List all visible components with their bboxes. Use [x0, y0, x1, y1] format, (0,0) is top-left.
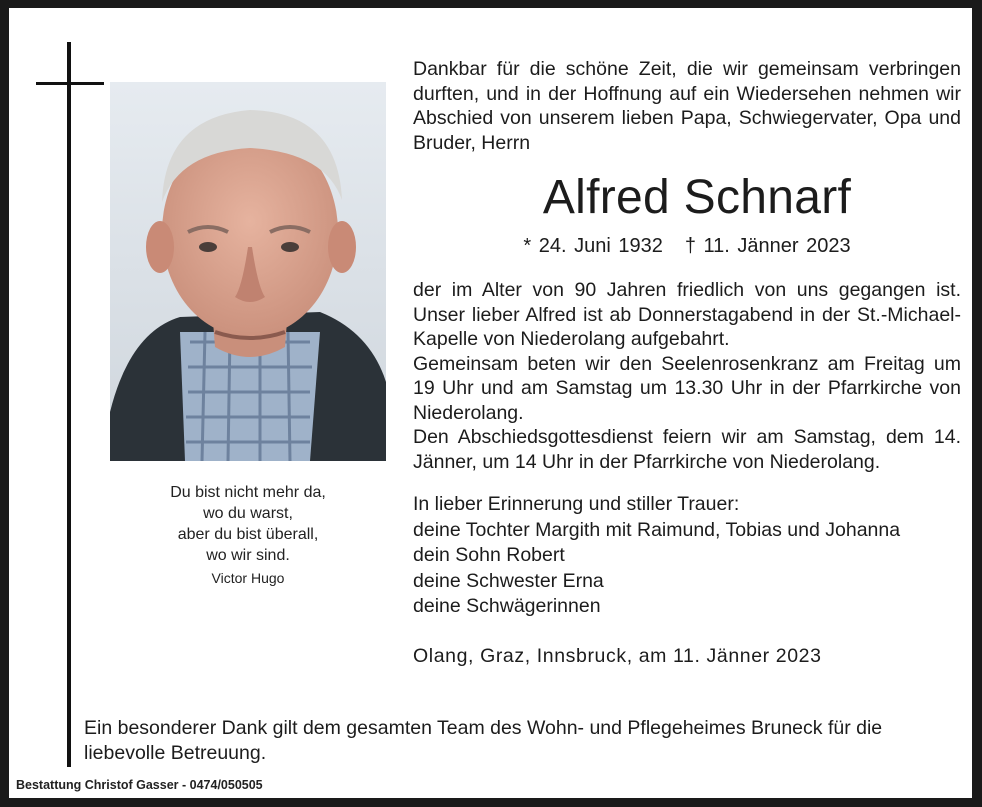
body-paragraph: der im Alter von 90 Jahren friedlich von uns gegangen ist. Unser lieber Alfred ist ab Donnerstagabend in der St.-Michael-Kapelle von Niederolang aufgebahrt.	[413, 279, 961, 350]
cross-icon	[67, 42, 71, 767]
body-paragraph: Den Abschiedsgottesdienst feiern wir am Samstag, dem 14. Jänner, um 14 Uhr in der Pfarrkirche von Niederolang.	[413, 426, 961, 473]
death-date: † 11. Jänner 2023	[684, 235, 851, 257]
body-paragraph: Gemeinsam beten wir den Seelenrosenkranz am Freitag um 19 Uhr und am Samstag um 13.30 Uhr in der Pfarrkirche von Niederolang.	[413, 352, 961, 424]
mourner-line: dein Sohn Robert	[413, 544, 565, 566]
quote-block	[109, 482, 387, 589]
quote-line: wo du warst,	[203, 505, 293, 522]
cross-bar	[36, 82, 104, 85]
place-date: Olang, Graz, Innsbruck, am 11. Jänner 2023	[413, 644, 822, 667]
quote-line: wo wir sind.	[206, 547, 290, 564]
mourner-line: deine Schwägerinnen	[413, 595, 601, 617]
deceased-name: Alfred Schnarf	[542, 171, 852, 224]
intro-paragraph: Dankbar für die schöne Zeit, die wir gemeinsam verbringen durften, und in der Hoffnung auf ein Wiedersehen nehmen wir Abschied von unserem lieben Papa, Schwiegervater, Opa und Bruder, Herrn	[413, 58, 961, 154]
quote-line: Du bist nicht mehr da,	[170, 484, 326, 501]
quote-line: aber du bist überall,	[177, 526, 319, 543]
portrait-photo	[110, 82, 386, 461]
mourner-line: deine Schwester Erna	[413, 569, 604, 592]
life-dates	[413, 234, 961, 258]
main-text	[413, 57, 961, 669]
birth-date: * 24. Juni 1932	[523, 235, 663, 257]
mourner-line: deine Tochter Margith mit Raimund, Tobias und Johanna	[413, 518, 901, 541]
thanks-note: Ein besonderer Dank gilt dem gesamten Team des Wohn- und Pflegeheimes Bruneck für die liebevolle Betreuung.	[84, 717, 883, 764]
mourners-intro: In lieber Erinnerung und stiller Trauer:	[413, 493, 740, 515]
funeral-home-footer: Bestattung Christof Gasser - 0474/050505	[16, 778, 263, 792]
mourners-list	[413, 492, 961, 620]
obituary-sheet	[9, 8, 972, 798]
quote-author: Victor Hugo	[211, 570, 285, 586]
